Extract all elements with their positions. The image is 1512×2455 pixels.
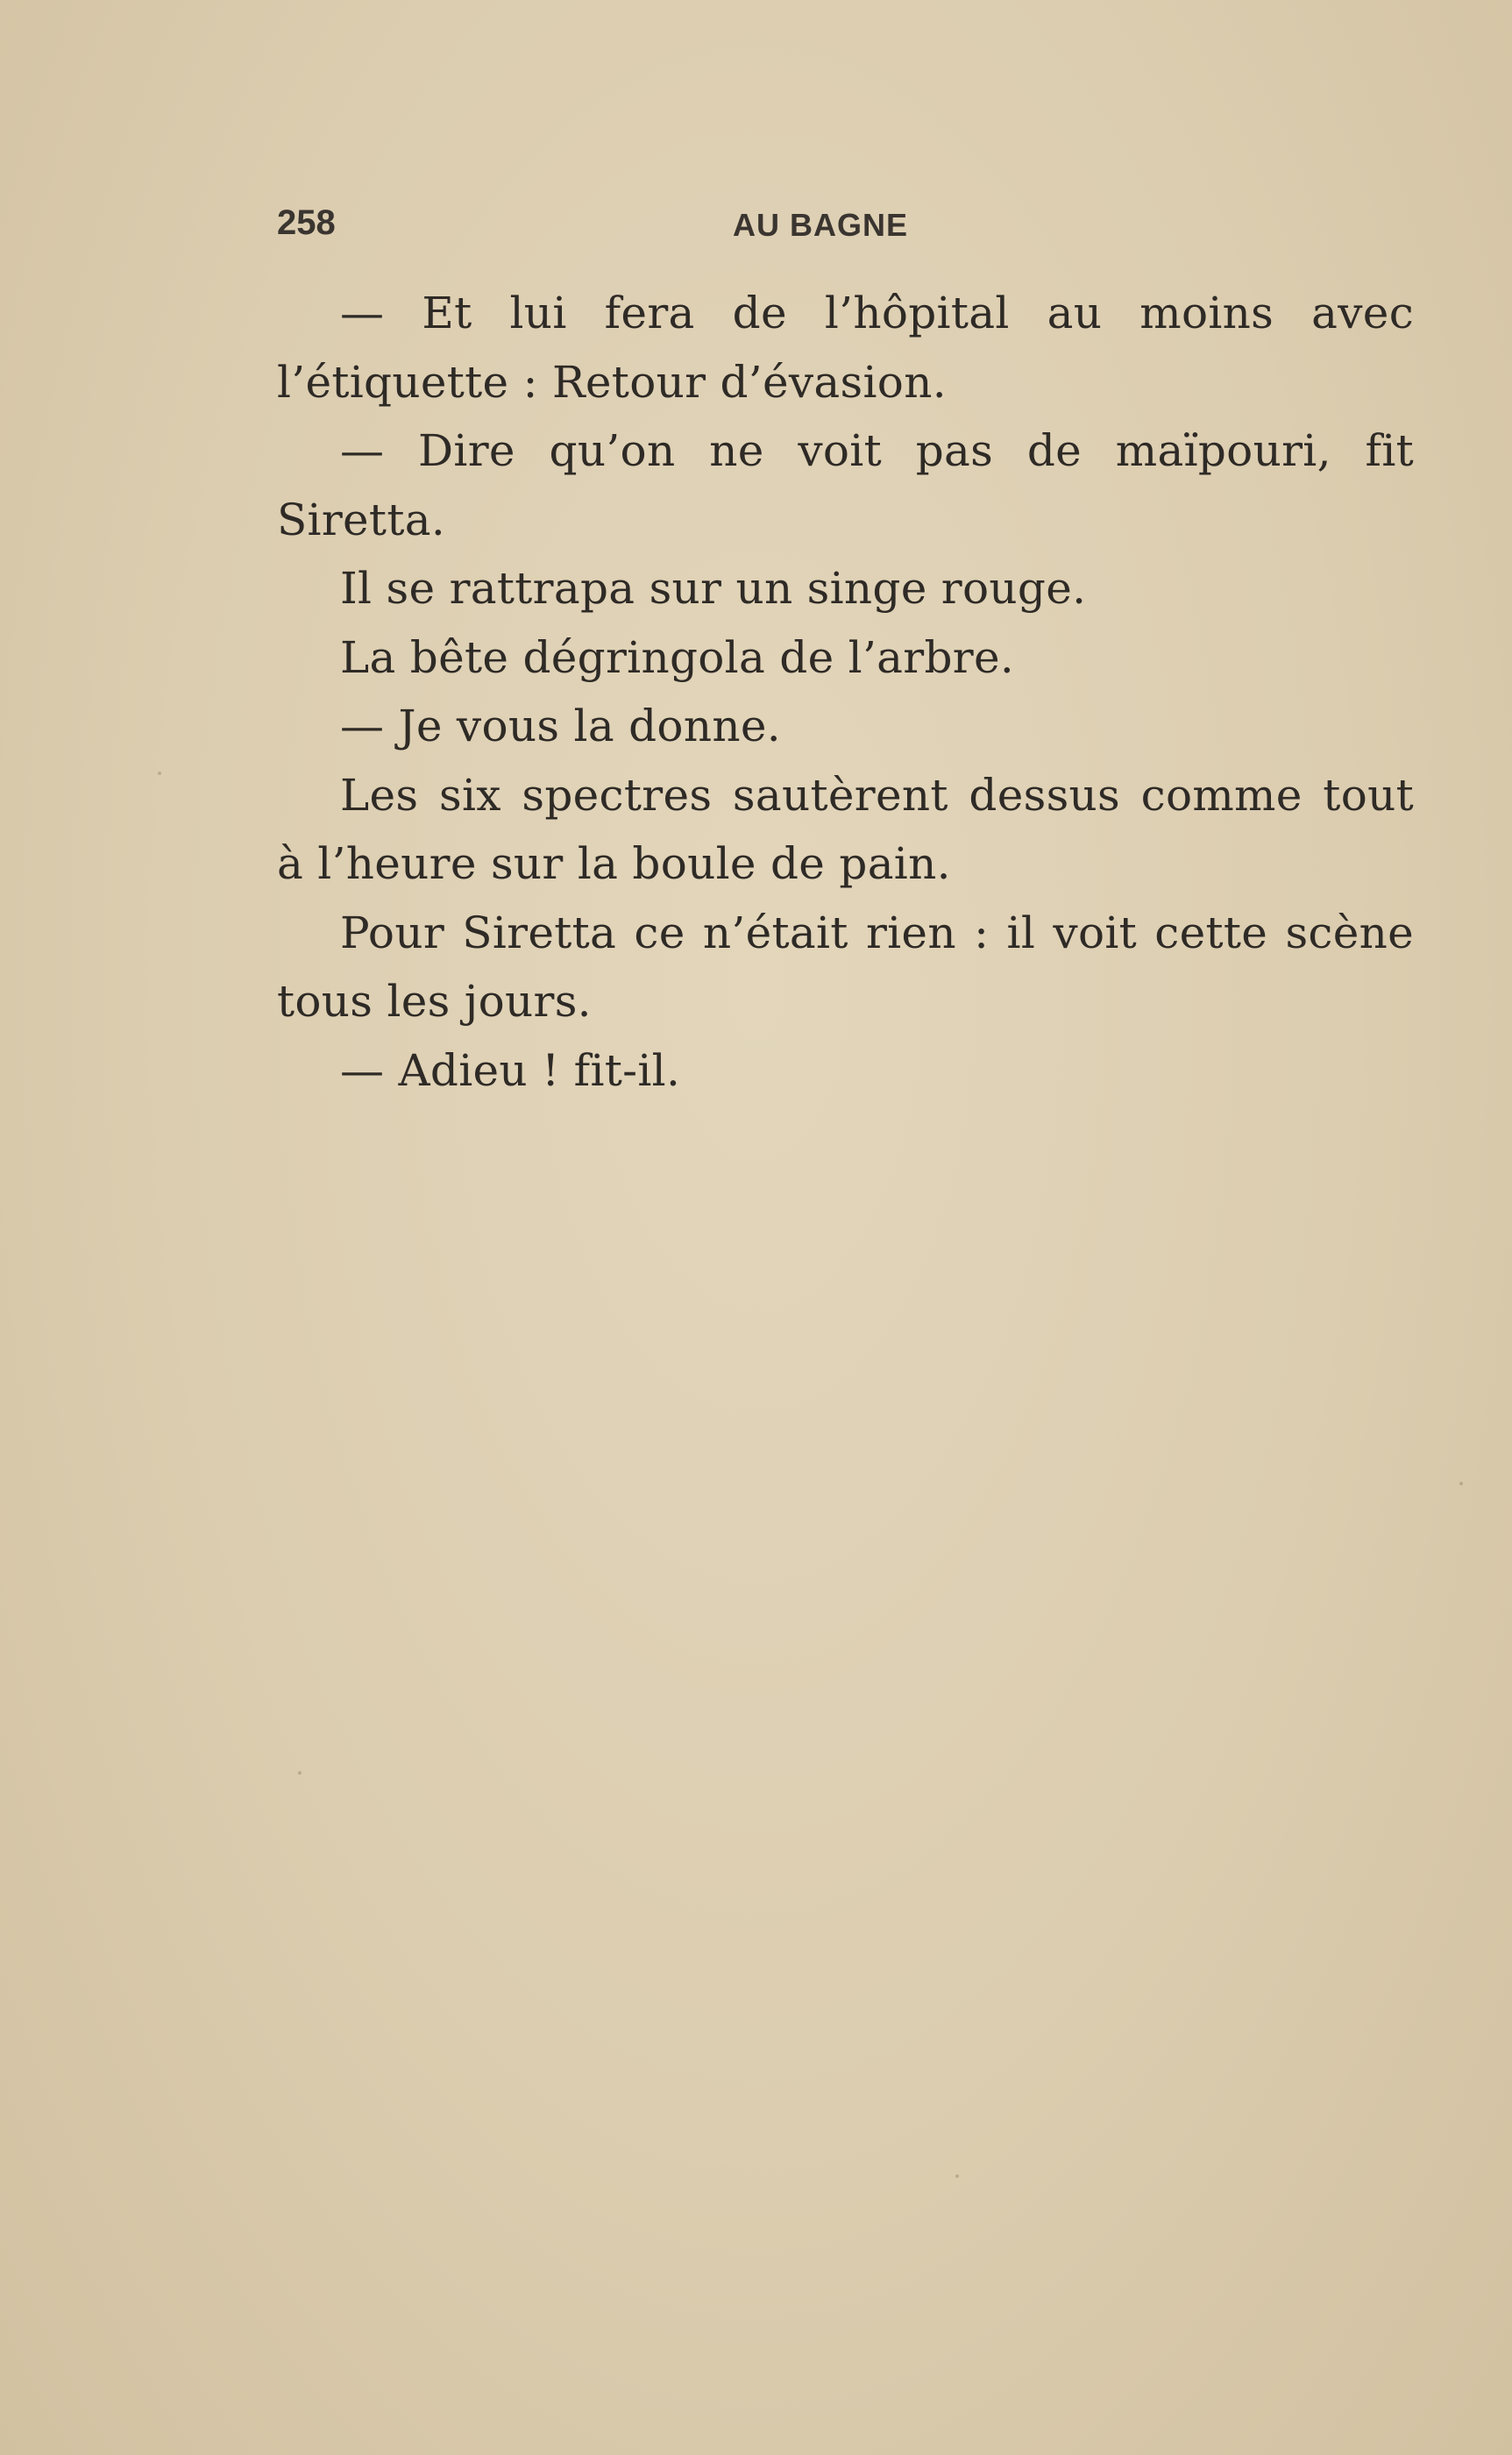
body-text: [277, 279, 1414, 1105]
page-number: 258: [277, 203, 336, 242]
paragraph: Pour Siretta ce n’était rien : il voit cette scène tous les jours.: [277, 907, 1414, 1027]
paragraph: Les six spectres sautèrent dessus comme tout à l’heure sur la boule de pain.: [277, 769, 1414, 889]
paragraph: Il se rattrapa sur un singe rouge.: [340, 563, 1087, 614]
running-head: AU BAGNE: [733, 207, 909, 243]
page-header: [277, 203, 1416, 256]
paragraph: La bête dégringola de l’arbre.: [340, 631, 1015, 683]
paragraph: — Dire qu’on ne voit pas de maïpouri, fit Siretta.: [277, 425, 1414, 545]
paragraph: — Je vous la donne.: [340, 701, 781, 751]
paragraph: — Adieu ! fit-il.: [340, 1044, 681, 1096]
paper-speck: [1459, 1482, 1463, 1485]
paper-speck: [158, 772, 161, 775]
paper-speck: [298, 1771, 302, 1775]
paragraph: — Et lui fera de l’hôpital au moins avec l’étiquette : Retour d’évasion.: [277, 288, 1414, 408]
paper-speck: [955, 2174, 959, 2178]
